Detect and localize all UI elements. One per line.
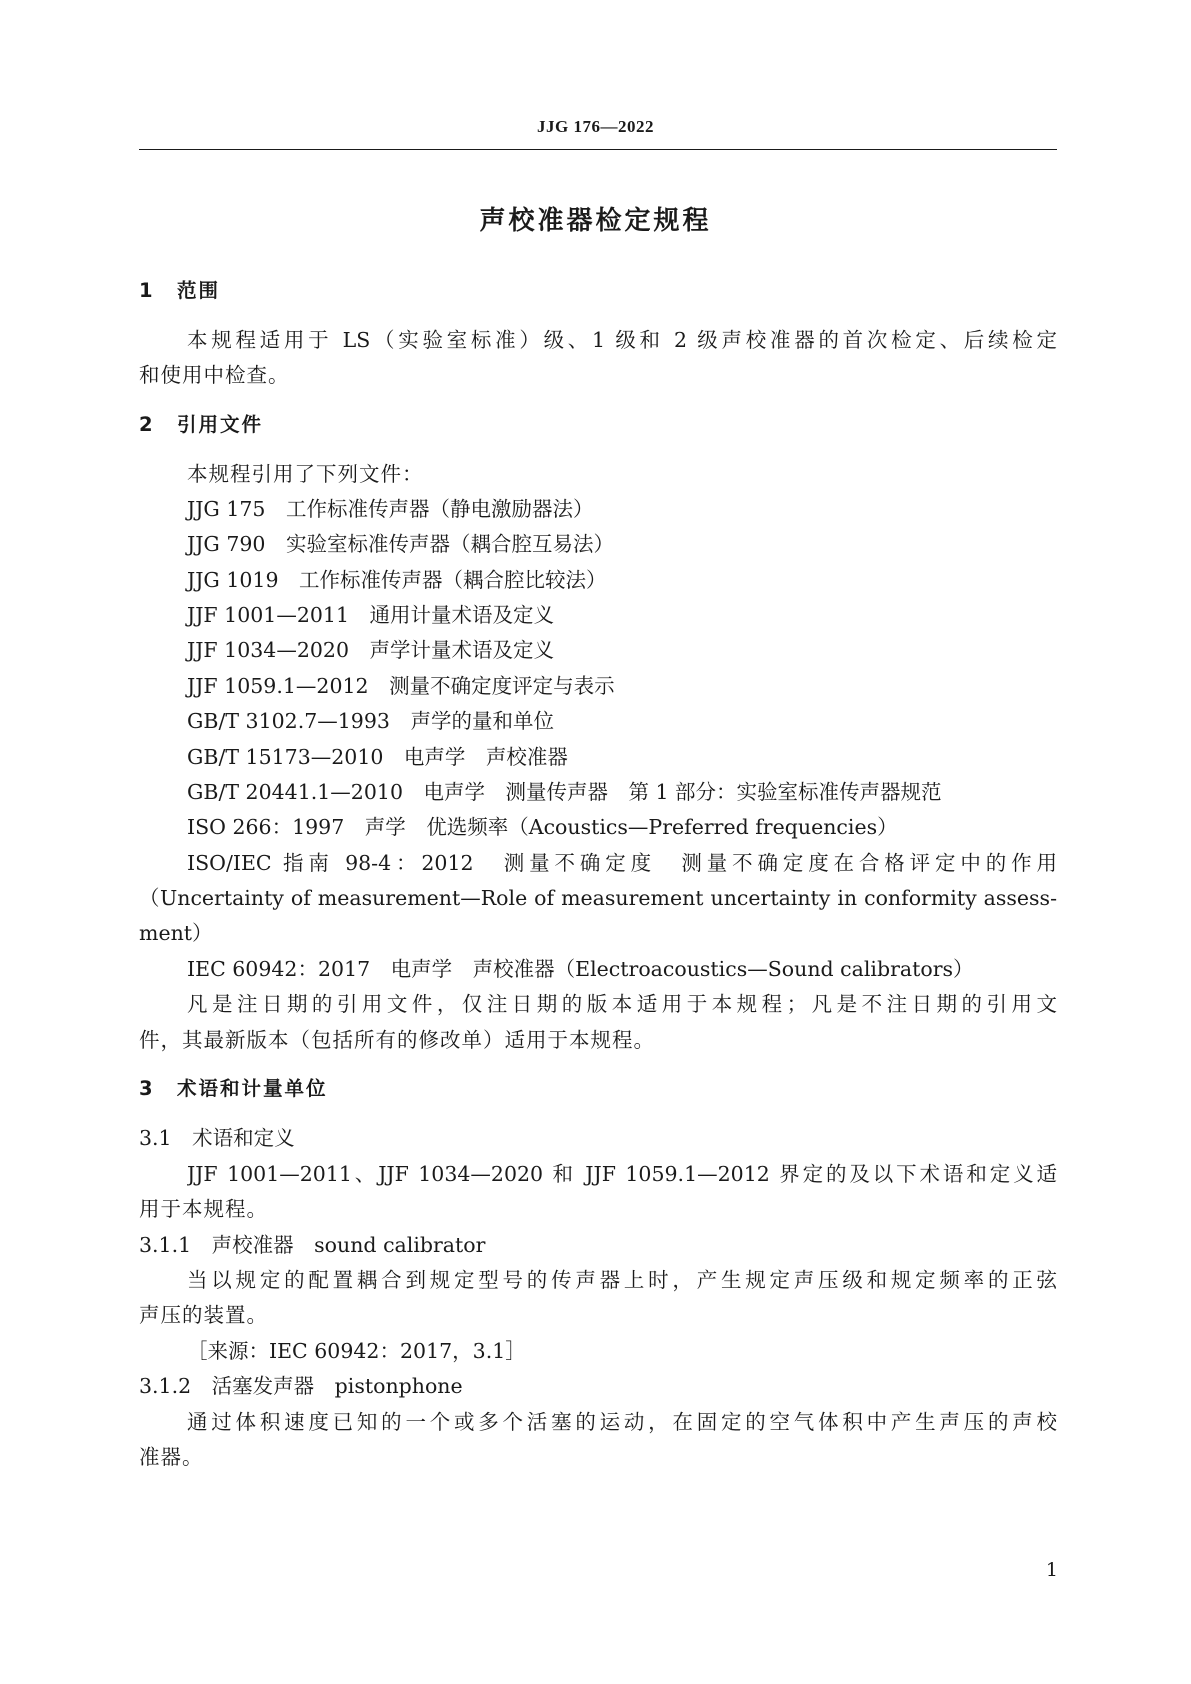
paragraph-line: 用于本规程。 [139,1197,268,1221]
paragraph-line: 凡是注日期的引用文件，仅注日期的版本适用于本规程；凡是不注日期的引用文 [187,992,1057,1016]
reference-item: JJF 1059.1—2012 测量不确定度评定与表示 [187,674,615,698]
term-heading: 3.1.1 声校准器 sound calibrator [139,1233,486,1257]
section-title: 术语和计量单位 [177,1077,328,1100]
reference-item: JJF 1034—2020 声学计量术语及定义 [187,638,555,662]
reference-item: GB/T 15173—2010 电声学 声校准器 [187,745,568,769]
section-1-heading [139,278,220,304]
paragraph-line: 通过体积速度已知的一个或多个活塞的运动，在固定的空气体积中产生声压的声校 [187,1410,1057,1434]
section-title: 范围 [177,279,221,302]
reference-item: JJF 1001—2011 通用计量术语及定义 [187,603,555,627]
paragraph-line: 件，其最新版本（包括所有的修改单）适用于本规程。 [139,1028,655,1052]
term-heading: 3.1.2 活塞发声器 pistonphone [139,1374,463,1398]
paragraph-line: 准器。 [139,1445,204,1469]
paragraph-line: 和使用中检查。 [139,363,290,387]
paragraph-line: 当以规定的配置耦合到规定型号的传声器上时，产生规定声压级和规定频率的正弦 [187,1268,1057,1292]
reference-item: GB/T 3102.7—1993 声学的量和单位 [187,709,554,733]
reference-item-continuation: （Uncertainty of measurement—Role of measurement uncertainty in conformity assess- [139,886,1057,910]
paragraph-line: 本规程适用于 LS（实验室标准）级、1 级和 2 级声校准器的首次检定、后续检定 [187,328,1057,352]
header-rule [139,149,1057,150]
paragraph-line: JJF 1001—2011、JJF 1034—2020 和 JJF 1059.1—2012 界定的及以下术语和定义适 [187,1162,1057,1186]
document-title: 声校准器检定规程 [479,206,712,236]
section-number: 2 [139,413,153,436]
paragraph-line: 本规程引用了下列文件： [187,462,424,486]
reference-item: JJG 1019 工作标准传声器（耦合腔比较法） [187,568,607,592]
reference-item: GB/T 20441.1—2010 电声学 测量传声器 第 1 部分：实验室标准传声器规范 [187,780,942,804]
reference-item: IEC 60942：2017 电声学 声校准器（Electroacoustics—Sound calibrators） [187,957,974,981]
subsection-heading: 3.1 术语和定义 [139,1126,295,1150]
running-header: JJG 176—2022 [537,117,654,136]
paragraph-line: 声压的装置。 [139,1303,268,1327]
source-note: ［来源：IEC 60942：2017，3.1］ [187,1339,526,1363]
reference-item: ISO 266：1997 声学 优选频率（Acoustics—Preferred frequencies） [187,815,898,839]
section-3-heading [139,1076,328,1102]
reference-item-continuation: ment） [139,921,213,945]
page-number: 1 [1045,1559,1058,1581]
reference-item: JJG 790 实验室标准传声器（耦合腔互易法） [187,532,614,556]
reference-item: JJG 175 工作标准传声器（静电激励器法） [187,497,594,521]
reference-item: ISO/IEC 指南 98-4：2012 测量不确定度 测量不确定度在合格评定中的作用 [187,851,1057,875]
section-2-heading [139,412,263,438]
section-number: 3 [139,1077,153,1100]
section-number: 1 [139,279,153,302]
section-title: 引用文件 [177,413,264,436]
